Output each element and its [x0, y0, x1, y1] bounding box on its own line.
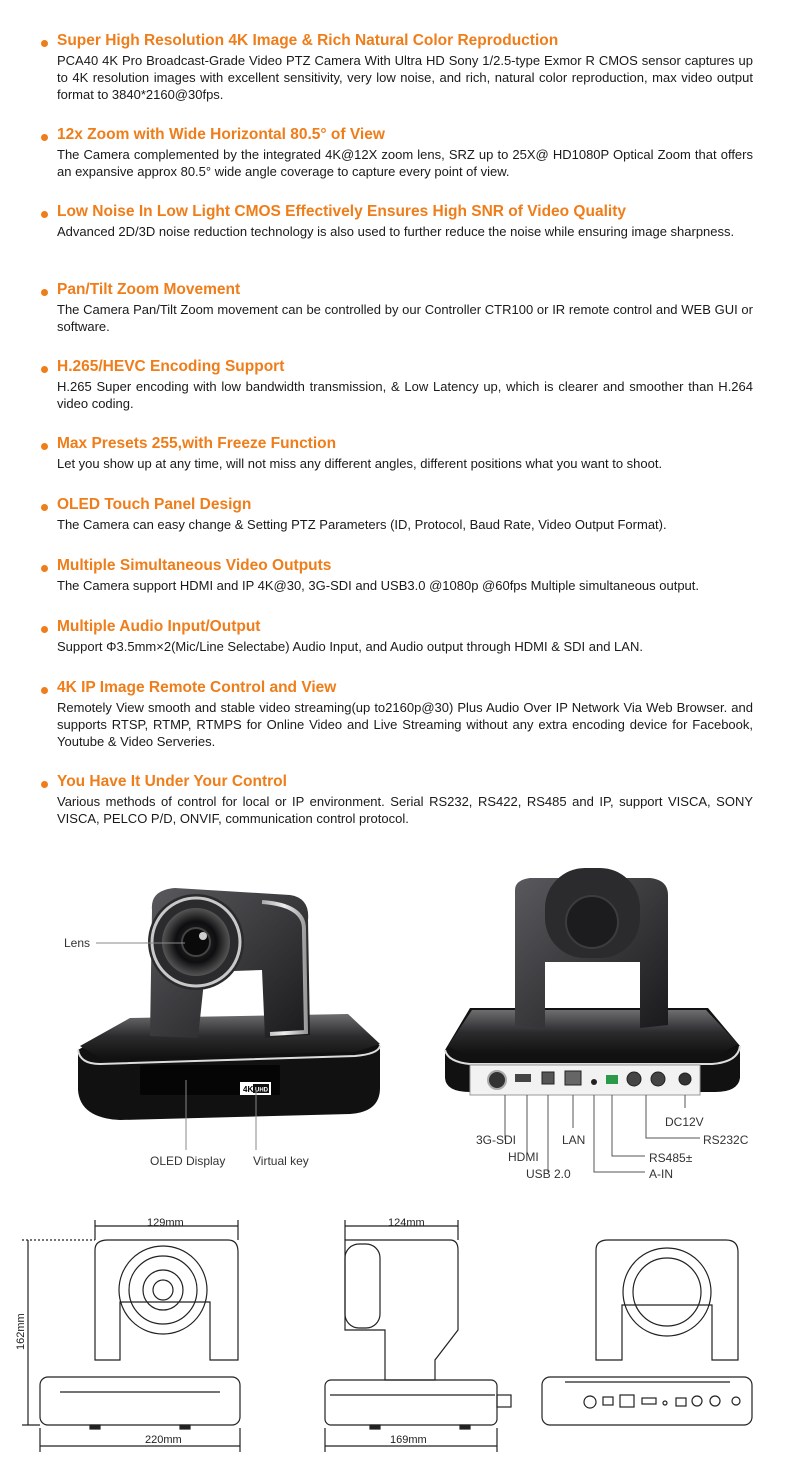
front-width-label: 129mm: [147, 1217, 184, 1229]
feature-title: 4K IP Image Remote Control and View: [57, 679, 337, 696]
feature-title: 12x Zoom with Wide Horizontal 80.5° of View: [57, 126, 385, 143]
hdmi-label: HDMI: [508, 1150, 539, 1164]
front-view-drawing: [22, 1220, 240, 1452]
side-view-drawing: [325, 1220, 511, 1452]
rear-view-rs232-in: [692, 1396, 702, 1406]
feature-description: Let you show up at any time, will not miss any different angles, different positions what you want to shoot.: [57, 456, 663, 471]
dimension-drawings-svg: [0, 1210, 800, 1476]
bullet-icon: [41, 134, 48, 141]
front-view-foot-left: [90, 1425, 100, 1429]
front-view-lens-inner: [153, 1280, 173, 1300]
bullet-icon: [41, 626, 48, 633]
bullet-icon: [41, 504, 48, 511]
side-view-base: [325, 1380, 497, 1425]
rear-view-rs232-out: [710, 1396, 720, 1406]
feature-title: H.265/HEVC Encoding Support: [57, 358, 285, 375]
usb-port-icon: [542, 1072, 554, 1084]
feature-title: Super High Resolution 4K Image & Rich Natural Color Reproduction: [57, 32, 559, 49]
feature-title: Max Presets 255,with Freeze Function: [57, 435, 337, 452]
ain-label: A-IN: [649, 1167, 673, 1181]
feature-title: Multiple Audio Input/Output: [57, 618, 261, 635]
sdi-label: 3G-SDI: [476, 1133, 517, 1147]
feature-title: Pan/Tilt Zoom Movement: [57, 281, 241, 298]
rear-view-dc: [732, 1397, 740, 1405]
front-view-foot-right: [180, 1425, 190, 1429]
base-width-label: 220mm: [145, 1434, 182, 1446]
rear-view-cap: [633, 1258, 701, 1326]
rear-view-ain: [663, 1401, 667, 1405]
rear-base-top: [448, 1010, 738, 1054]
feature-title: You Have It Under Your Control: [57, 773, 287, 790]
bullet-icon: [41, 443, 48, 450]
product-views-svg: [0, 850, 800, 1210]
feature-description: Remotely View smooth and stable video streaming(up to2160p@30) Plus Audio Over IP Network Via Web Browser. and supports RTSP, RTMP, RTMPS for Online Video and Live Streaming without any extra encoding device for Facebook, Youtube & Video Serveries.: [57, 700, 753, 749]
rs485-label: RS485±: [649, 1151, 693, 1165]
rs485-port-icon: [606, 1075, 618, 1084]
lens-glare: [199, 932, 207, 940]
feature-description: The Camera can easy change & Setting PTZ Parameters (ID, Protocol, Baud Rate, Video Output Format).: [57, 517, 667, 532]
feature-description: The Camera Pan/Tilt Zoom movement can be controlled by our Controller CTR100 or IR remote control and WEB GUI or software.: [57, 302, 753, 334]
side-view-connector: [497, 1395, 511, 1407]
front-view-lens: [143, 1270, 183, 1310]
hdmi-port-icon: [515, 1074, 531, 1082]
front-view-base: [40, 1377, 240, 1425]
front-lens-inner: [182, 928, 210, 956]
front-base-top: [80, 1014, 380, 1058]
front-camera-photo: [64, 888, 380, 1168]
feature-description: PCA40 4K Pro Broadcast-Grade Video PTZ Camera With Ultra HD Sony 1/2.5-type Exmor R CMOS sensor captures up to 4K resolution images with excellent sensitivity, very low noise, and rich, natural color reproduction, max video output format to 3840*2160@30fps.: [57, 53, 753, 102]
product-views: [0, 850, 800, 1210]
feature-description: The Camera complemented by the integrated 4K@12X zoom lens, SRZ up to 25X@ HD1080P Optical Zoom that offers an expansive approx 80.5° wide angle coverage to capture every point of view.: [57, 147, 753, 179]
rear-view-usb: [603, 1397, 613, 1405]
rear-view-drawing: [542, 1240, 752, 1425]
badge-4k-text: 4K: [243, 1085, 254, 1094]
feature-description: Support Φ3.5mm×2(Mic/Line Selectabe) Audio Input, and Audio output through HDMI & SDI and LAN.: [57, 639, 643, 654]
oled-label: OLED Display: [150, 1154, 226, 1168]
bullet-icon: [41, 687, 48, 694]
side-view-body: [345, 1240, 458, 1380]
side-width-label: 124mm: [388, 1217, 425, 1229]
feature-title: Low Noise In Low Light CMOS Effectively Ensures High SNR of Video Quality: [57, 203, 626, 220]
feature-title: Multiple Simultaneous Video Outputs: [57, 557, 332, 574]
rear-view-sdi: [584, 1396, 596, 1408]
lan-port-icon: [565, 1071, 581, 1085]
bullet-icon: [41, 211, 48, 218]
side-view-foot-left: [370, 1425, 380, 1429]
rear-view-rs485: [676, 1398, 686, 1406]
side-view-foot-right: [460, 1425, 470, 1429]
dc12v-label: DC12V: [665, 1115, 704, 1129]
badge-uhd-text: UHD: [255, 1087, 268, 1094]
bullet-icon: [41, 40, 48, 47]
rear-view-lan: [620, 1395, 634, 1407]
feature-description: Advanced 2D/3D noise reduction technology is also used to further reduce the noise while ensuring image sharpness.: [57, 224, 735, 239]
bullet-icon: [41, 366, 48, 373]
side-view-head: [345, 1244, 380, 1328]
bullet-icon: [41, 781, 48, 788]
rs232-in-port-icon: [627, 1072, 641, 1086]
rear-view-hdmi: [642, 1398, 656, 1404]
height-label: 162mm: [15, 1313, 27, 1350]
ain-callout: [594, 1095, 645, 1172]
rs232-out-port-icon: [651, 1072, 665, 1086]
dc12v-port-icon: [679, 1073, 691, 1085]
bullet-icon: [41, 565, 48, 572]
feature-title: OLED Touch Panel Design: [57, 496, 252, 513]
rear-head-cap: [566, 896, 618, 948]
bullet-icon: [41, 289, 48, 296]
rear-view-head: [623, 1248, 711, 1336]
usb-label: USB 2.0: [526, 1167, 571, 1181]
virtual-key-label: Virtual key: [253, 1154, 309, 1168]
lan-label: LAN: [562, 1133, 586, 1147]
feature-description: The Camera support HDMI and IP 4K@30, 3G-SDI and USB3.0 @1080p @60fps Multiple simultaneous output.: [57, 578, 700, 593]
dimension-drawings: [0, 1210, 800, 1476]
sdi-port-icon: [488, 1071, 506, 1089]
feature-description: Various methods of control for local or IP environment. Serial RS232, RS422, RS485 and IP, support VISCA, SONY VISCA, PELCO P/D, ONVIF, communication control protocol.: [57, 794, 753, 826]
front-view-head: [119, 1246, 207, 1334]
lens-label: Lens: [64, 936, 91, 950]
feature-description: H.265 Super encoding with low bandwidth transmission, & Low Latency up, which is clearer and smoother than H.264 video coding.: [57, 379, 753, 411]
rear-camera-photo: [445, 868, 749, 1181]
ain-port-icon: [591, 1079, 597, 1085]
side-depth-label: 169mm: [390, 1434, 427, 1446]
rs485-callout: [612, 1095, 645, 1156]
front-view-lens-ring: [129, 1256, 197, 1324]
rs232c-label: RS232C: [703, 1133, 749, 1147]
